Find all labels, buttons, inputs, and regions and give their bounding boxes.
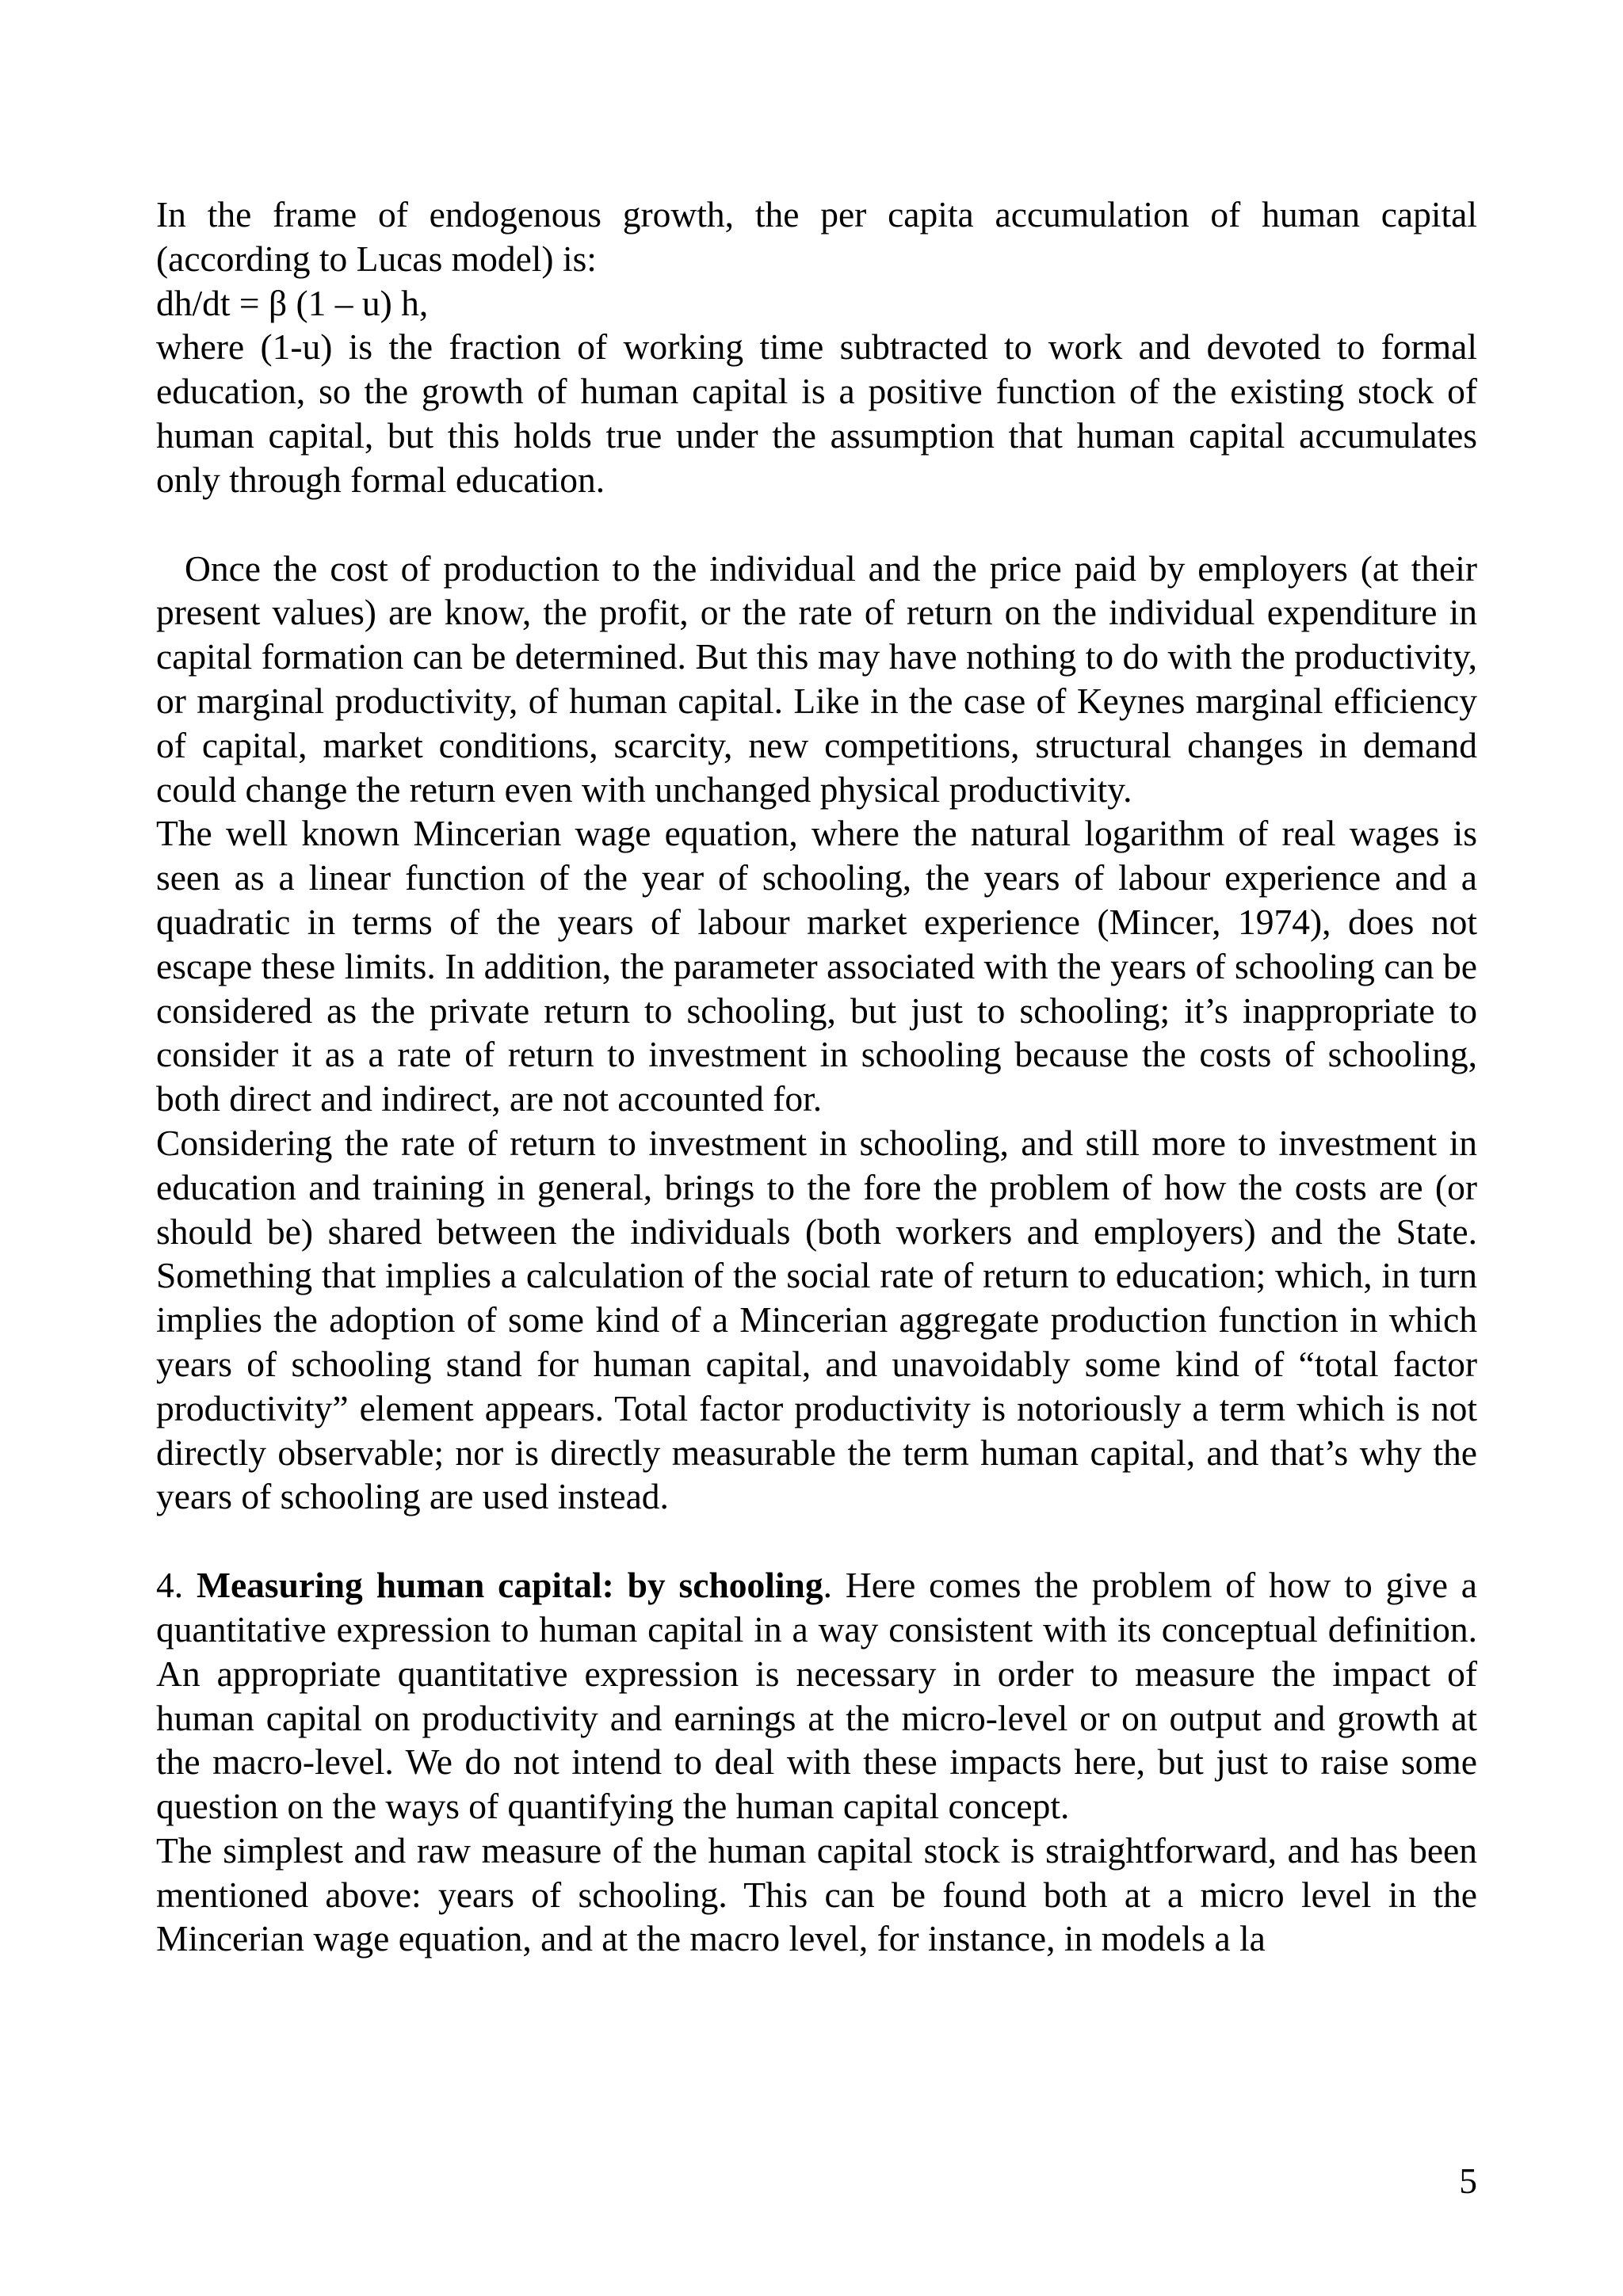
paragraph-spacer: [156, 502, 1477, 547]
page-number: 5: [1459, 2161, 1477, 2201]
paragraph-mincerian-wage-equation: The well known Mincerian wage equation, where the natural logarithm of real wages is seen as a linear function of the year of schooling, the years of labour experience and a quadratic in terms of the years of labour market experience (Mincer, 1974), does not escape these limits. In addition, the parameter associated with the years of schooling can be considered as the private return to schooling, but just to schooling; it’s inappropriate to consider it as a rate of return to investment in schooling because the costs of schooling, both direct and indirect, are not accounted for.: [156, 813, 1477, 1119]
paragraph-years-of-schooling: The simplest and raw measure of the human capital stock is straightforward, and has been mentioned above: years of schooling. This can be found both at a micro level in the Mincerian wage equation, and at the macro level, for instance, in models a la: [156, 1829, 1477, 1959]
paragraph-spacer: [156, 1519, 1477, 1563]
section-heading: Measuring human capital: by schooling: [197, 1565, 823, 1606]
section-body-text: . Here comes the problem of how to give a quantitative expression to human capital in a way consistent with its conceptual definition. An appropriate quantitative expression is necessary in order to measure the impact of human capital on productivity and earnings at the micro-level or on output and growth at the macro-level. We do not intend to deal with these impacts here, but just to raise some question on the ways of quantifying the human capital concept.: [156, 1565, 1477, 1827]
paragraph-cost-of-production: Once the cost of production to the individual and the price paid by employers (at their present values) are know, the profit, or the rate of return on the individual expenditure in capital formation can be determined. But this may have nothing to do with the productivity, or marginal productivity, of human capital. Like in the case of Keynes marginal efficiency of capital, market conditions, scarcity, new competitions, structural changes in demand could change the return even with unchanged physical productivity.: [156, 547, 1477, 810]
section-number: 4.: [156, 1565, 197, 1606]
section-measuring-human-capital: [156, 1563, 1477, 1829]
paragraph-formal-education: where (1-u) is the fraction of working time subtracted to work and devoted to formal education, so the growth of human capital is a positive function of the existing stock of human capital, but this holds true under the assumption that human capital accumulates only through formal education.: [156, 326, 1477, 500]
paragraph-rate-of-return: Considering the rate of return to investment in schooling, and still more to investment in education and training in general, brings to the fore the problem of how the costs are (or should be) shared between the individuals (both workers and employers) and the State. Something that implies a calculation of the social rate of return to education; which, in turn implies the adoption of some kind of a Mincerian aggregate production function in which years of schooling stand for human capital, and unavoidably some kind of “total factor productivity” element appears. Total factor productivity is notoriously a term which is not directly observable; nor is directly measurable the term human capital, and that’s why the years of schooling are used instead.: [156, 1122, 1477, 1517]
document-page: [156, 193, 1477, 1961]
lucas-equation: dh/dt = β (1 – u) h,: [156, 282, 429, 323]
paragraph-endogenous-growth-intro: In the frame of endogenous growth, the per capita accumulation of human capital (according to Lucas model) is:: [156, 194, 1477, 279]
